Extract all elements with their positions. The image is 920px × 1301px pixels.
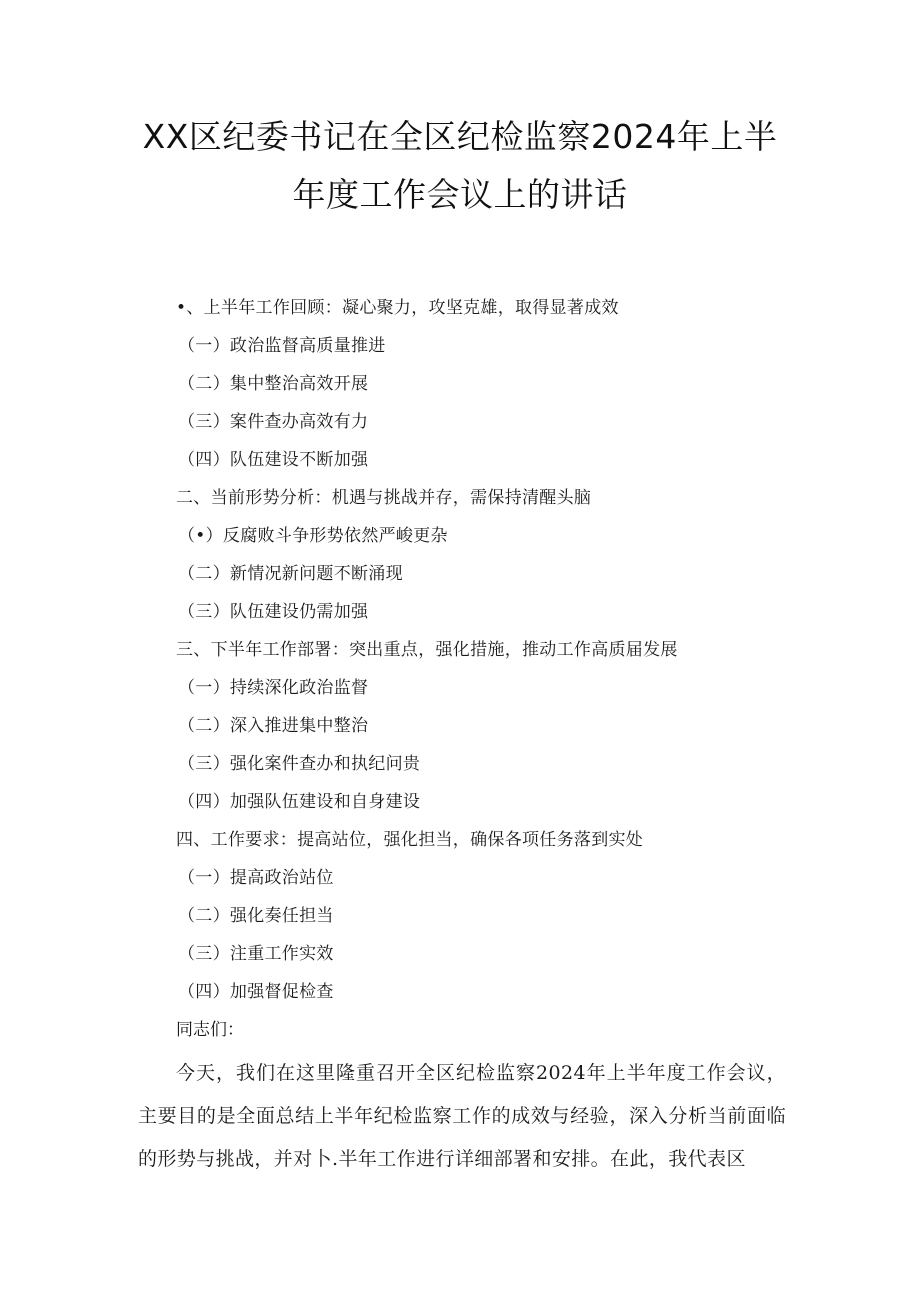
toc-item: （一）提高政治站位 <box>178 868 334 888</box>
toc-item: （二）集中整治高效开展 <box>178 374 369 394</box>
toc-item: （二）强化奏任担当 <box>178 906 334 926</box>
toc-item: （二）新情况新问题不断涌现 <box>178 564 403 584</box>
title-line-1: XX区纪委书记在全区纪检监察2024年上半 <box>142 117 778 156</box>
toc-section-3: 三、下半年工作部署：突出重点，强化措施，推动工作高质届发展 <box>176 640 678 660</box>
toc-item: （三）案件查办高效有力 <box>178 412 369 432</box>
toc-item: （二）深入推进集中整治 <box>178 716 369 736</box>
greeting: 同志们： <box>176 1020 244 1040</box>
table-of-contents <box>176 289 816 1011</box>
toc-item: （四）队伍建设不断加强 <box>178 450 369 470</box>
toc-item: （三）队伍建设仍需加强 <box>178 602 369 622</box>
toc-item: （四）加强督促检查 <box>178 982 334 1002</box>
toc-section-2: 二、当前形势分析：机遇与挑战并存，需保持清醒头脑 <box>176 488 592 508</box>
toc-item: （•）反腐败斗争形势依然严峻更杂 <box>178 526 448 546</box>
toc-item: （一）政治监督高质量推进 <box>178 336 386 356</box>
toc-item: （三）注重工作实效 <box>178 944 334 964</box>
body-paragraph: 今天，我们在这里隆重召开全区纪检监察2024年上半年度工作会议，主要目的是全面总结上半年纪检监察工作的成效与经验，深入分析当前面临的形势与挑战，并对卜.半年工作进行详细部署和安排。在此，我代表区 <box>138 1062 786 1170</box>
toc-item: （四）加强队伍建设和自身建设 <box>178 792 421 812</box>
toc-section-1: •、上半年工作回顾：凝心聚力，攻坚克雄，取得显著成效 <box>176 298 619 318</box>
document-title <box>110 108 810 224</box>
toc-item: （三）强化案件查办和执纪问贵 <box>178 754 421 774</box>
toc-item: （一）持续深化政治监督 <box>178 678 369 698</box>
title-line-2: 年度工作会议上的讲话 <box>292 175 628 214</box>
toc-section-4: 四、工作要求：提高站位，强化担当，确保各项任务落到实处 <box>176 830 644 850</box>
